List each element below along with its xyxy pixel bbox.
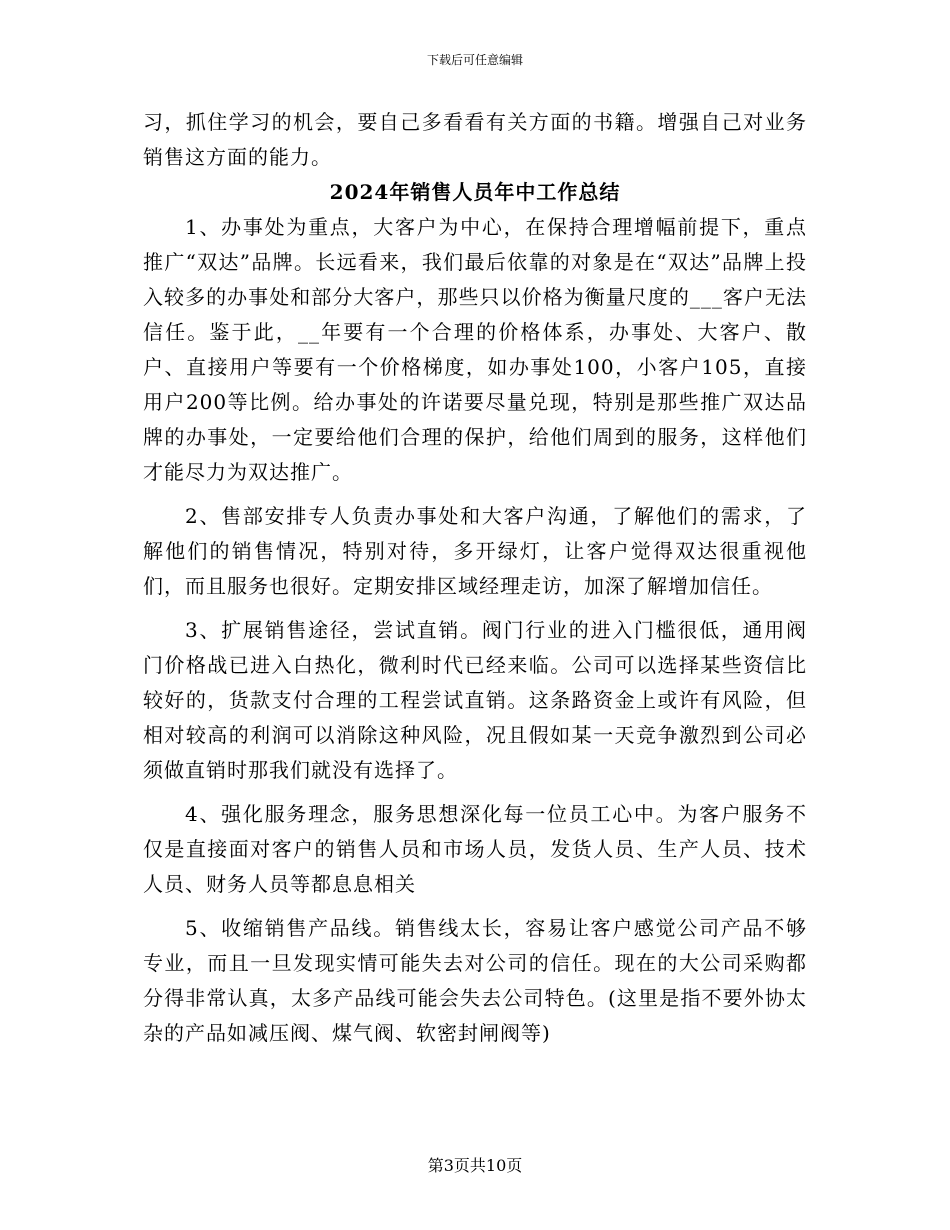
section-title: 2024年销售人员年中工作总结 [329,180,621,204]
paragraph-3: 3、扩展销售途径，尝试直销。阀门行业的进入门槛很低，通用阀门价格战已进入白热化，微利时代已经来临。公司可以选择某些资信比较好的，货款支付合理的工程尝试直销。这条路资金上或许有风险，但相对较高的利润可以消除这种风险，况且假如某一天竞争激烈到公司必须做直销时那我们就没有选择了。 [143,618,807,782]
paragraph-1: 1、办事处为重点，大客户为中心，在保持合理增幅前提下，重点推广“双达”品牌。长远看来，我们最后依靠的对象是在“双达”品牌上投入较多的办事处和部分大客户，那些只以价格为衡量尺度的___客户无法信任。鉴于此，__年要有一个合理的价格体系，办事处、大客户、散户、直接用户等要有一个价格梯度，如办事处100，小客户105，直接用户200等比例。给办事处的许诺要尽量兑现，特别是那些推广双达品牌的办事处，一定要给他们合理的保护，给他们周到的服务，这样他们才能尽力为双达推广。 [143,215,807,484]
page-header-note: 下载后可任意编辑 [426,53,523,67]
document-body [143,105,807,1051]
intro-paragraph: 习，抓住学习的机会，要自己多看看有关方面的书籍。增强自己对业务销售这方面的能力。 [143,110,807,169]
page-number-footer: 第3页共10页 [427,1156,523,1175]
paragraph-2: 2、售部安排专人负责办事处和大客户沟通，了解他们的需求，了解他们的销售情况，特别对待，多开绿灯，让客户觉得双达很重视他们，而且服务也很好。定期安排区域经理走访，加深了解增加信任。 [143,504,807,598]
paragraph-5: 5、收缩销售产品线。销售线太长，容易让客户感觉公司产品不够专业，而且一旦发现实情可能失去对公司的信任。现在的大公司采购都分得非常认真，太多产品线可能会失去公司特色。(这里是指不要外协太杂的产品如减压阀、煤气阀、软密封闸阀等) [143,916,807,1045]
paragraph-4: 4、强化服务理念，服务思想深化每一位员工心中。为客户服务不仅是直接面对客户的销售人员和市场人员，发货人员、生产人员、技术人员、财务人员等都息息相关 [143,802,807,896]
